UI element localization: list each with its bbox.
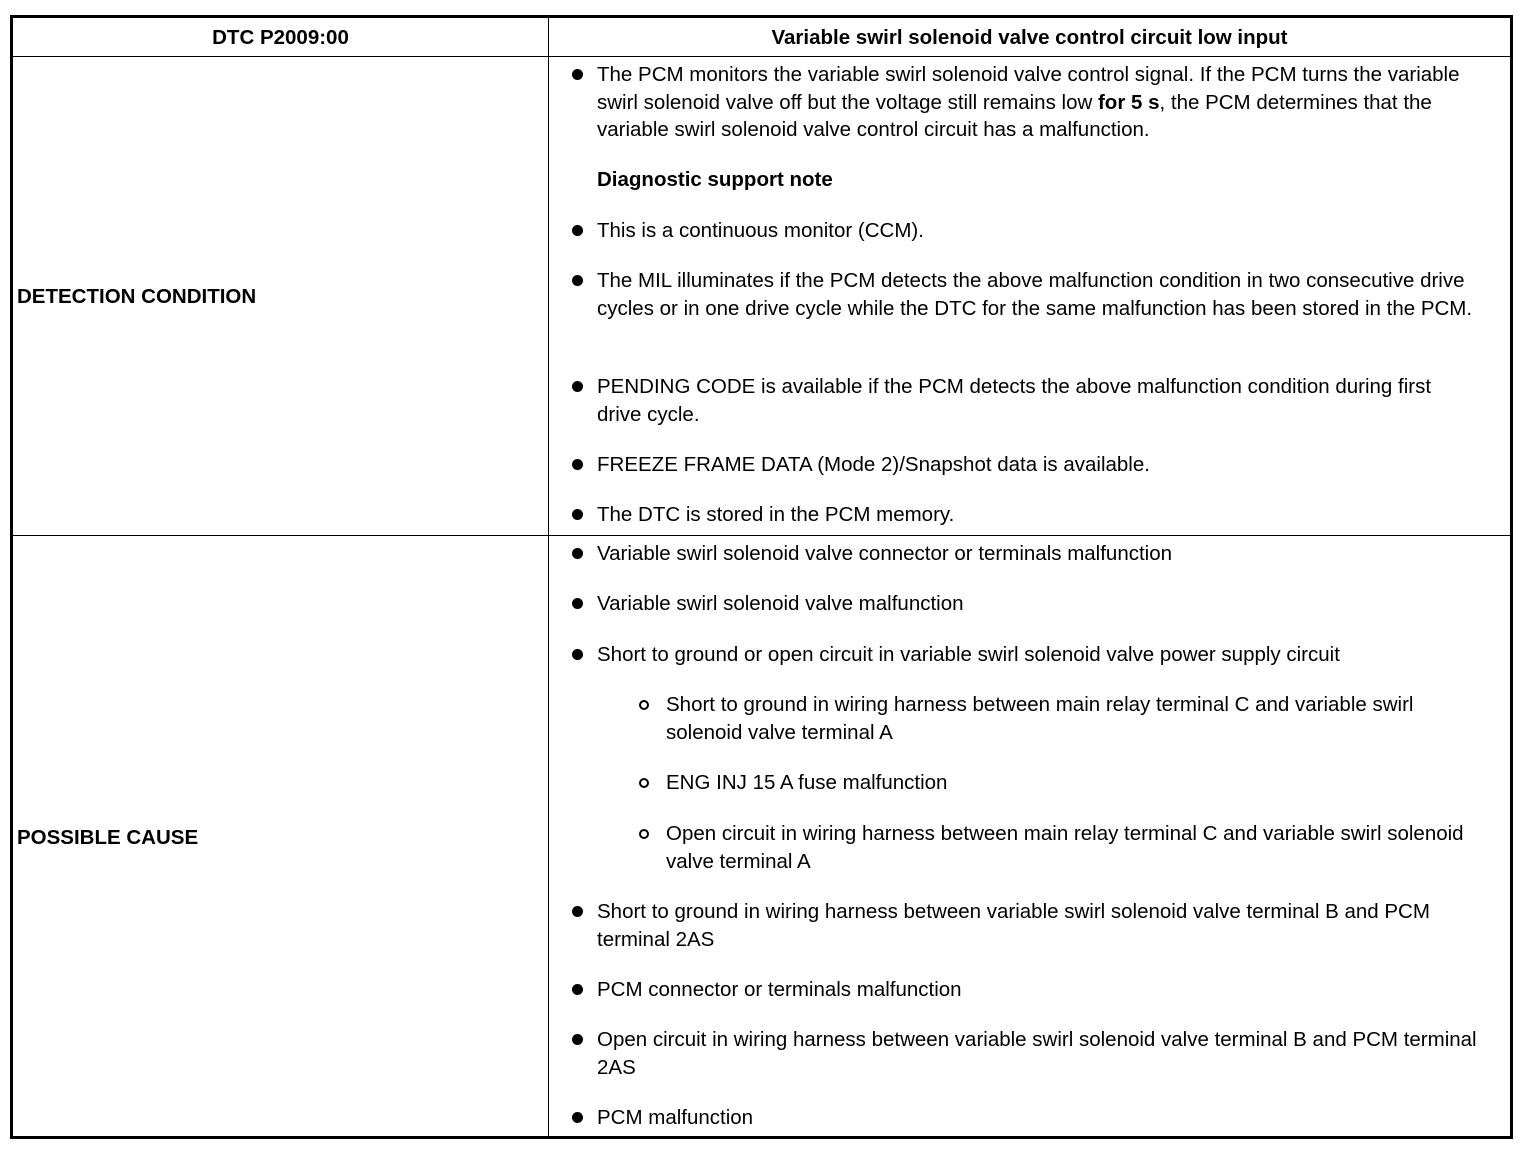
hollow-bullet-icon bbox=[639, 829, 649, 839]
detection-item-text: The DTC is stored in the PCM memory. bbox=[597, 503, 955, 526]
detection-item-text: PENDING CODE is available if the PCM detects the above malfunction condition during first drive cycle. bbox=[597, 375, 1432, 426]
bullet-icon bbox=[572, 1034, 583, 1045]
cause-item bbox=[597, 898, 1477, 953]
cause-sub-item bbox=[666, 691, 1466, 746]
detection-item-text-a: The PCM monitors the variable swirl solenoid valve control signal. If the PCM turns the variable swirl solenoid valve off but the voltage still remains low bbox=[597, 63, 1460, 114]
detection-item bbox=[597, 267, 1477, 322]
bullet-icon bbox=[572, 598, 583, 609]
bullet-icon bbox=[572, 225, 583, 236]
bullet-icon bbox=[572, 275, 583, 286]
detection-item bbox=[597, 451, 1477, 479]
detection-item bbox=[597, 217, 1477, 245]
cause-item-text: Short to ground in wiring harness between variable swirl solenoid valve terminal B and PCM terminal 2AS bbox=[597, 900, 1430, 951]
cause-item-text: Open circuit in wiring harness between variable swirl solenoid valve terminal B and PCM terminal 2AS bbox=[597, 1028, 1477, 1079]
bullet-icon bbox=[572, 548, 583, 559]
detection-condition-label: DETECTION CONDITION bbox=[17, 285, 257, 308]
cause-item bbox=[597, 1026, 1477, 1081]
cause-item bbox=[597, 641, 1477, 669]
bullet-icon bbox=[572, 381, 583, 392]
detection-item-text: This is a continuous monitor (CCM). bbox=[597, 219, 924, 242]
bullet-icon bbox=[572, 984, 583, 995]
possible-cause-label: POSSIBLE CAUSE bbox=[17, 826, 199, 849]
cause-item bbox=[597, 1104, 1477, 1132]
detection-item-text: The MIL illuminates if the PCM detects the above malfunction condition in two consecutive drive cycles or in one drive cycle while the DTC for the same malfunction has been stored in the PCM. bbox=[597, 269, 1473, 320]
hollow-bullet-icon bbox=[639, 700, 649, 710]
cause-item-text: Short to ground or open circuit in variable swirl solenoid valve power supply circuit bbox=[597, 643, 1340, 666]
cause-item bbox=[597, 590, 1477, 618]
detection-item bbox=[597, 501, 1477, 529]
cause-sub-item bbox=[666, 820, 1466, 875]
cause-item-text: Variable swirl solenoid valve connector or terminals malfunction bbox=[597, 542, 1173, 565]
detection-item bbox=[597, 373, 1477, 428]
cause-sub-item-text: Short to ground in wiring harness between main relay terminal C and variable swirl solenoid valve terminal A bbox=[666, 693, 1414, 744]
cause-item bbox=[597, 540, 1477, 568]
cause-sub-item-text: ENG INJ 15 A fuse malfunction bbox=[666, 771, 948, 794]
bullet-icon bbox=[572, 906, 583, 917]
dtc-description-header: Variable swirl solenoid valve control circuit low input bbox=[771, 26, 1288, 49]
dtc-code-header: DTC P2009:00 bbox=[212, 26, 349, 49]
bullet-icon bbox=[572, 509, 583, 520]
detection-item-text: FREEZE FRAME DATA (Mode 2)/Snapshot data is available. bbox=[597, 453, 1150, 476]
bullet-icon bbox=[572, 1112, 583, 1123]
cause-item-text: PCM malfunction bbox=[597, 1106, 754, 1129]
row-divider bbox=[13, 535, 1510, 536]
cause-item bbox=[597, 976, 1477, 1004]
cause-sub-item bbox=[666, 769, 1466, 797]
hollow-bullet-icon bbox=[639, 778, 649, 788]
cause-item-text: Variable swirl solenoid valve malfunction bbox=[597, 592, 964, 615]
detection-item-duration: for 5 s bbox=[1097, 90, 1160, 114]
cause-sub-item-text: Open circuit in wiring harness between main relay terminal C and variable swirl solenoid valve terminal A bbox=[666, 822, 1464, 873]
bullet-icon bbox=[572, 459, 583, 470]
column-divider bbox=[548, 18, 549, 1136]
bullet-icon bbox=[572, 69, 583, 80]
diagnostic-support-note-heading: Diagnostic support note bbox=[597, 168, 833, 191]
cause-item-text: PCM connector or terminals malfunction bbox=[597, 978, 962, 1001]
bullet-icon bbox=[572, 649, 583, 660]
detection-item-monitor-signal bbox=[597, 61, 1477, 144]
detection-item-text-b: , the PCM determines that the variable swirl solenoid valve control circuit has a malfunction. bbox=[597, 90, 1432, 141]
